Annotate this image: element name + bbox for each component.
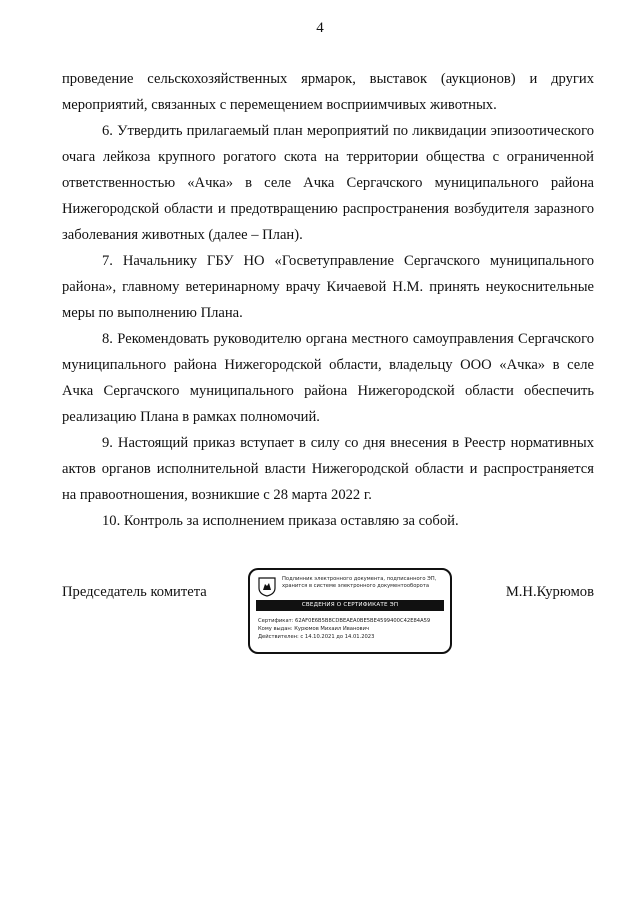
signature-block: [62, 568, 594, 658]
stamp-details: [258, 617, 448, 641]
paragraph-6: 6. Утвердить прилагаемый план мероприятий по ликвидации эпизоотического очага лейкоза крупного рогатого скота на территории общества с ограниченной ответственностью «Ачка» в селе Ачка Сергачского муниципального района Нижегородской области и предотвращению распространения возбудителя заразного заболевания животных (далее – План).: [62, 123, 594, 243]
stamp-banner: СВЕДЕНИЯ О СЕРТИФИКАТЕ ЭП: [256, 600, 444, 611]
stamp-header-text: Подлинник электронного документа, подписанного ЭП, хранится в системе электронного документооборота: [282, 576, 437, 589]
signatory-title: Председатель комитета: [62, 584, 207, 600]
paragraph-7: 7. Начальнику ГБУ НО «Госветуправление Сергачского муниципального района», главному ветеринарному врачу Кичаевой Н.М. принять неукоснительные меры по выполнению Плана.: [62, 253, 594, 321]
electronic-signature-stamp: [248, 568, 452, 654]
stamp-validity: Действителен: с 14.10.2021 до 14.01.2023: [258, 634, 375, 640]
coat-of-arms-icon: [258, 577, 276, 597]
paragraph-8: 8. Рекомендовать руководителю органа местного самоуправления Сергачского муниципального района Нижегородской области, владельцу ООО «Ачка» в селе Ачка Сергачского муниципального района Нижегородской области обеспечить реализацию Плана в рамках полномочий.: [62, 331, 594, 425]
paragraph-9: 9. Настоящий приказ вступает в силу со дня внесения в Реестр нормативных актов органов исполнительной власти Нижегородской области и распространяется на правоотношения, возникшие с 28 марта 2022 г.: [62, 435, 594, 503]
stamp-certificate: Сертификат: 62AF0E6B5B8CDBEAEA0BE5BE4599400C42E84A59: [258, 618, 431, 624]
paragraph-continuation: проведение сельскохозяйственных ярмарок, выставок (аукционов) и других мероприятий, связанных с перемещением восприимчивых животных.: [62, 71, 594, 113]
document-body: [62, 66, 594, 534]
signatory-name: М.Н.Курюмов: [505, 584, 594, 600]
stamp-issued-to: Кому выдан: Курюмов Михаил Иванович: [258, 626, 370, 632]
paragraph-10: 10. Контроль за исполнением приказа оставляю за собой.: [102, 513, 459, 529]
page-number: 4: [316, 20, 324, 36]
